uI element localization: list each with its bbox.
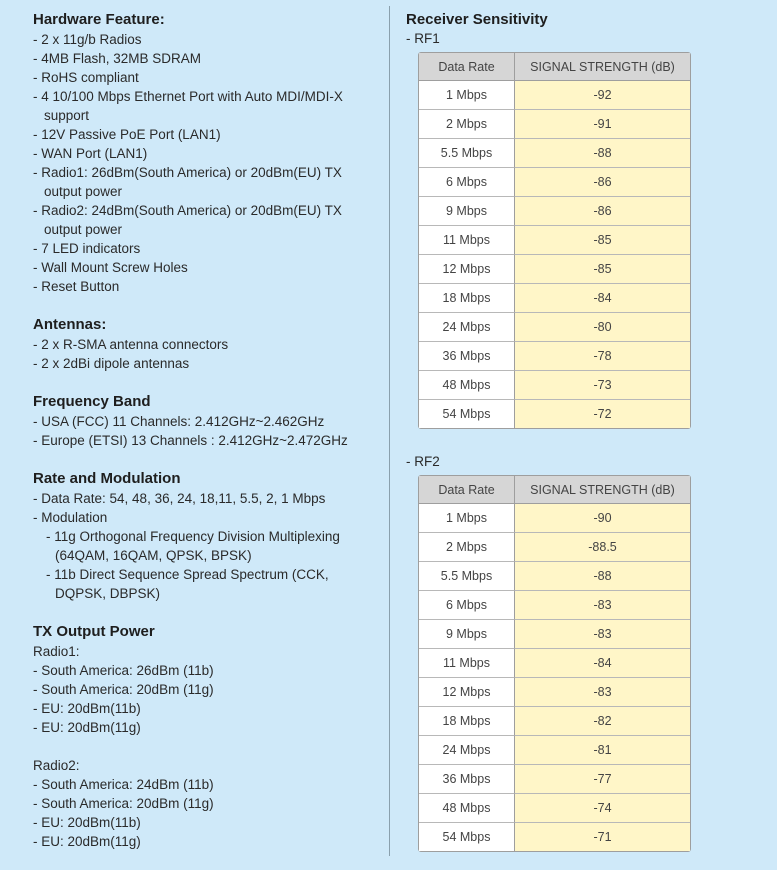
table-row — [419, 649, 690, 678]
signal-strength-cell: -72 — [515, 400, 690, 428]
signal-strength-cell: -92 — [515, 81, 690, 110]
signal-strength-cell: -77 — [515, 765, 690, 794]
spec-line: - 12V Passive PoE Port (LAN1) — [33, 127, 221, 142]
data-rate-cell: 11 Mbps — [419, 226, 515, 255]
col-signal-strength: SIGNAL STRENGTH (dB) — [515, 53, 690, 81]
data-rate-cell: 9 Mbps — [419, 620, 515, 649]
spec-line: output power — [44, 222, 123, 237]
table-row — [419, 678, 690, 707]
col-data-rate: Data Rate — [419, 476, 515, 504]
col-data-rate: Data Rate — [419, 53, 515, 81]
spec-line: - RoHS compliant — [33, 70, 139, 85]
signal-strength-cell: -84 — [515, 284, 690, 313]
signal-strength-cell: -88.5 — [515, 533, 690, 562]
antennas-lines — [33, 335, 383, 373]
data-rate-cell: 1 Mbps — [419, 504, 515, 533]
signal-strength-cell: -82 — [515, 707, 690, 736]
signal-strength-cell: -71 — [515, 823, 690, 851]
spec-line: - 7 LED indicators — [33, 241, 141, 256]
data-rate-cell: 2 Mbps — [419, 110, 515, 139]
spec-line: - South America: 20dBm (11g) — [33, 796, 214, 811]
spec-line: - 11b Direct Sequence Spread Spectrum (CCK, — [46, 567, 329, 582]
table-row — [419, 371, 690, 400]
data-rate-cell: 48 Mbps — [419, 794, 515, 823]
data-rate-cell: 36 Mbps — [419, 765, 515, 794]
hardware-lines — [33, 30, 383, 296]
hardware-title: Hardware Feature: — [33, 11, 165, 28]
signal-strength-cell: -83 — [515, 591, 690, 620]
data-rate-cell: 24 Mbps — [419, 736, 515, 765]
rate-lines — [33, 489, 383, 603]
rf1-label: - RF1 — [406, 31, 440, 46]
data-rate-cell: 48 Mbps — [419, 371, 515, 400]
table-row — [419, 168, 690, 197]
spec-line: - USA (FCC) 11 Channels: 2.412GHz~2.462GHz — [33, 414, 325, 429]
spec-line: - Reset Button — [33, 279, 120, 294]
table-row — [419, 620, 690, 649]
signal-strength-cell: -90 — [515, 504, 690, 533]
hardware-section — [33, 10, 383, 296]
frequency-title: Frequency Band — [33, 393, 151, 410]
tx-lines — [33, 642, 383, 851]
data-rate-cell: 36 Mbps — [419, 342, 515, 371]
table-row — [419, 400, 690, 428]
table-row — [419, 110, 690, 139]
signal-strength-cell: -88 — [515, 562, 690, 591]
spec-line: - EU: 20dBm(11b) — [33, 701, 141, 716]
table-row — [419, 736, 690, 765]
table-header-row — [419, 53, 690, 81]
signal-strength-cell: -84 — [515, 649, 690, 678]
data-rate-cell: 18 Mbps — [419, 284, 515, 313]
data-rate-cell: 6 Mbps — [419, 591, 515, 620]
signal-strength-cell: -85 — [515, 226, 690, 255]
spec-line — [33, 737, 383, 756]
table-row — [419, 562, 690, 591]
table-row — [419, 197, 690, 226]
tx-title: TX Output Power — [33, 623, 155, 640]
signal-strength-cell: -78 — [515, 342, 690, 371]
rf2-table — [418, 475, 691, 852]
spec-line: support — [44, 108, 90, 123]
data-rate-cell: 5.5 Mbps — [419, 562, 515, 591]
signal-strength-cell: -86 — [515, 168, 690, 197]
data-rate-cell: 5.5 Mbps — [419, 139, 515, 168]
signal-strength-cell: -91 — [515, 110, 690, 139]
signal-strength-cell: -80 — [515, 313, 690, 342]
data-rate-cell: 6 Mbps — [419, 168, 515, 197]
data-rate-cell: 18 Mbps — [419, 707, 515, 736]
rate-section — [33, 469, 383, 603]
signal-strength-cell: -73 — [515, 371, 690, 400]
antennas-title: Antennas: — [33, 316, 107, 333]
antennas-section — [33, 315, 383, 373]
data-rate-cell: 1 Mbps — [419, 81, 515, 110]
table-row — [419, 504, 690, 533]
data-rate-cell: 54 Mbps — [419, 400, 515, 428]
spec-line: - Wall Mount Screw Holes — [33, 260, 188, 275]
spec-line: - 4MB Flash, 32MB SDRAM — [33, 51, 202, 66]
signal-strength-cell: -86 — [515, 197, 690, 226]
signal-strength-cell: -83 — [515, 620, 690, 649]
spec-line: - South America: 24dBm (11b) — [33, 777, 214, 792]
rate-title: Rate and Modulation — [33, 470, 181, 487]
spec-line: - EU: 20dBm(11g) — [33, 720, 141, 735]
data-rate-cell: 9 Mbps — [419, 197, 515, 226]
table-row — [419, 591, 690, 620]
signal-strength-cell: -74 — [515, 794, 690, 823]
table-row — [419, 765, 690, 794]
spec-line: - 2 x 2dBi dipole antennas — [33, 356, 190, 371]
spec-line: Radio1: — [33, 644, 80, 659]
spec-line: output power — [44, 184, 123, 199]
table-row — [419, 707, 690, 736]
table-row — [419, 342, 690, 371]
frequency-section — [33, 392, 383, 450]
column-divider — [389, 6, 390, 856]
spec-line: DQPSK, DBPSK) — [55, 586, 161, 601]
tx-section — [33, 622, 383, 851]
spec-line: - 4 10/100 Mbps Ethernet Port with Auto MDI/MDI-X — [33, 89, 343, 104]
data-rate-cell: 2 Mbps — [419, 533, 515, 562]
table-row — [419, 139, 690, 168]
frequency-lines — [33, 412, 383, 450]
data-rate-cell: 12 Mbps — [419, 678, 515, 707]
col-signal-strength: SIGNAL STRENGTH (dB) — [515, 476, 690, 504]
spec-line: - EU: 20dBm(11b) — [33, 815, 141, 830]
signal-strength-cell: -85 — [515, 255, 690, 284]
data-rate-cell: 11 Mbps — [419, 649, 515, 678]
signal-strength-cell: -81 — [515, 736, 690, 765]
table-row — [419, 226, 690, 255]
data-rate-cell: 54 Mbps — [419, 823, 515, 851]
table-header-row — [419, 476, 690, 504]
spec-line: - EU: 20dBm(11g) — [33, 834, 141, 849]
table-row — [419, 81, 690, 110]
spec-column-left — [33, 10, 383, 870]
spec-line: - Europe (ETSI) 13 Channels : 2.412GHz~2.472GHz — [33, 433, 348, 448]
rf2-block — [406, 453, 766, 852]
data-rate-cell: 12 Mbps — [419, 255, 515, 284]
spec-line: - South America: 20dBm (11g) — [33, 682, 214, 697]
spec-line: - WAN Port (LAN1) — [33, 146, 148, 161]
table-row — [419, 255, 690, 284]
data-rate-cell: 24 Mbps — [419, 313, 515, 342]
spec-line: - Radio2: 24dBm(South America) or 20dBm(EU) TX — [33, 203, 342, 218]
rf2-label: - RF2 — [406, 454, 440, 469]
table-row — [419, 284, 690, 313]
table-row — [419, 794, 690, 823]
table-row — [419, 823, 690, 851]
spec-line: Radio2: — [33, 758, 80, 773]
spec-line: - 2 x 11g/b Radios — [33, 32, 142, 47]
receiver-sensitivity-column — [406, 10, 766, 852]
spec-line: - Data Rate: 54, 48, 36, 24, 18,11, 5.5, 2, 1 Mbps — [33, 491, 326, 506]
spec-line: - Modulation — [33, 510, 108, 525]
signal-strength-cell: -88 — [515, 139, 690, 168]
receiver-title: Receiver Sensitivity — [406, 11, 548, 28]
spec-line: - South America: 26dBm (11b) — [33, 663, 214, 678]
signal-strength-cell: -83 — [515, 678, 690, 707]
spec-line: (64QAM, 16QAM, QPSK, BPSK) — [55, 548, 252, 563]
spec-line: - Radio1: 26dBm(South America) or 20dBm(EU) TX — [33, 165, 342, 180]
table-row — [419, 533, 690, 562]
spec-line: - 11g Orthogonal Frequency Division Multiplexing — [46, 529, 340, 544]
rf1-table — [418, 52, 691, 429]
table-row — [419, 313, 690, 342]
spec-line: - 2 x R-SMA antenna connectors — [33, 337, 229, 352]
